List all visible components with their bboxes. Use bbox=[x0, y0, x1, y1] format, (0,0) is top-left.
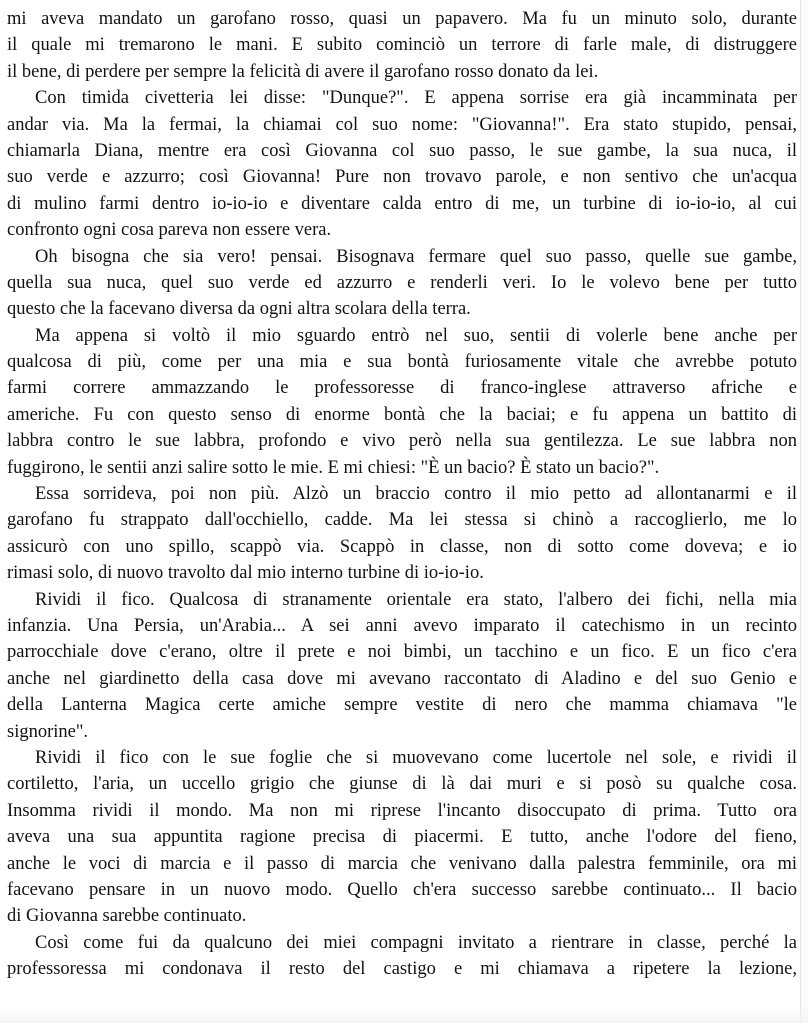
text-line: Così come fui da qualcuno dei miei compagni invitato a rientrare in classe, perché la bbox=[35, 932, 797, 953]
text-line: assicurò con uno spillo, scappò via. Scappò in classe, non di sotto come doveva; e io bbox=[7, 536, 797, 557]
text-line: Oh bisogna che sia vero! pensai. Bisognava fermare quel suo passo, quelle sue gambe, bbox=[35, 246, 797, 267]
text-line: qualcosa di più, come per una mia e sua bontà furiosamente vitale che avrebbe potuto bbox=[7, 352, 797, 373]
page-edge bbox=[800, 0, 808, 1023]
text-line: questo che la facevano diversa da ogni altra scolara della terra. bbox=[7, 299, 471, 320]
text-block bbox=[7, 6, 797, 982]
text-line: garofano fu strappato dall'occhiello, cadde. Ma lei stessa si chinò a raccoglierlo, me lo bbox=[7, 510, 797, 531]
text-line: andar via. Ma la fermai, la chiamai col suo nome: "Giovanna!". Era stato stupido, pensai, bbox=[7, 114, 797, 135]
text-line: farmi correre ammazzando le professoresse di franco-inglese attraverso afriche e bbox=[7, 378, 797, 399]
text-line: fuggirono, le sentii anzi salire sotto le mie. E mi chiesi: "È un bacio? È stato un bacio?". bbox=[7, 457, 660, 478]
text-line: anche le voci di marcia e il passo di marcia che venivano dalla palestra femminile, ora mi bbox=[7, 853, 797, 874]
text-line: professoressa mi condonava il resto del castigo e mi chiamava a ripetere la lezione, bbox=[7, 959, 797, 980]
text-line: il bene, di perdere per sempre la felicità di avere il garofano rosso donato da lei. bbox=[7, 61, 599, 82]
text-line: mi aveva mandato un garofano rosso, quasi un papavero. Ma fu un minuto solo, durante bbox=[7, 9, 797, 29]
text-line: labbra contro le sue labbra, profondo e vivo però nella sua gentilezza. Le sue labbra non bbox=[7, 431, 797, 452]
text-line: suo verde e azzurro; così Giovanna! Pure non trovavo parole, e non sentivo che un'acqua bbox=[7, 167, 797, 188]
page-bottom-shade bbox=[0, 1007, 808, 1023]
text-line: infanzia. Una Persia, un'Arabia... A sei anni avevo imparato il catechismo in un recinto bbox=[7, 615, 797, 636]
text-line: di Giovanna sarebbe continuato. bbox=[7, 906, 247, 927]
text-line: americhe. Fu con questo senso di enorme bontà che la baciai; e fu appena un battito di bbox=[7, 404, 797, 425]
text-line: cortiletto, l'aria, un uccello grigio che giunse di là dai muri e si posò su qualche cosa. bbox=[7, 774, 797, 795]
text-line: il quale mi tremarono le mani. E subito cominciò un terrore di farle male, di distruggere bbox=[7, 35, 797, 56]
text-line: rimasi solo, di nuovo travolto dal mio interno turbine di io-io-io. bbox=[7, 563, 484, 584]
text-line: signorine". bbox=[7, 721, 89, 742]
text-line: Rividi il fico con le sue foglie che si muovevano come lucertole nel sole, e rividi il bbox=[35, 747, 797, 768]
text-line: Ma appena si voltò il mio sguardo entrò nel suo, sentii di volerle bene anche per bbox=[35, 325, 797, 346]
text-line: di mulino farmi dentro io-io-io e diventare calda entro di me, un turbine di io-io-io, al cui bbox=[7, 193, 797, 214]
text-line: della Lanterna Magica certe amiche sempre vestite di nero che mamma chiamava "le bbox=[7, 695, 797, 716]
text-line: Insomma rividi il mondo. Ma non mi riprese l'incanto disoccupato di prima. Tutto ora bbox=[7, 800, 797, 821]
text-line: confronto ogni cosa pareva non essere vera. bbox=[7, 220, 332, 241]
text-line: Rividi il fico. Qualcosa di stranamente orientale era stato, l'albero dei fichi, nella mia bbox=[35, 589, 797, 610]
text-line: Essa sorrideva, poi non più. Alzò un braccio contro il mio petto ad allontanarmi e il bbox=[35, 484, 797, 505]
text-line: parrocchiale dove c'erano, oltre il prete e noi bimbi, un tacchino e un fico. E un fico c'era bbox=[7, 642, 797, 663]
text-line: quella sua nuca, quel suo verde ed azzurro e renderli veri. Io le volevo bene per tutto bbox=[7, 272, 797, 293]
text-line: Con timida civetteria lei disse: "Dunque?". E appena sorrise era già incamminata per bbox=[35, 88, 797, 109]
text-line: facevano pensare in un nuovo modo. Quello ch'era successo sarebbe continuato... Il bacio bbox=[7, 879, 797, 900]
text-line: chiamarla Diana, mentre era così Giovanna col suo passo, le sue gambe, la sua nuca, il bbox=[7, 140, 797, 161]
text-line: aveva una sua appuntita ragione precisa di piacermi. E tutto, anche l'odore del fieno, bbox=[7, 827, 797, 848]
text-line: anche nel giardinetto della casa dove mi avevano raccontato di Aladino e del suo Genio e bbox=[7, 668, 797, 689]
